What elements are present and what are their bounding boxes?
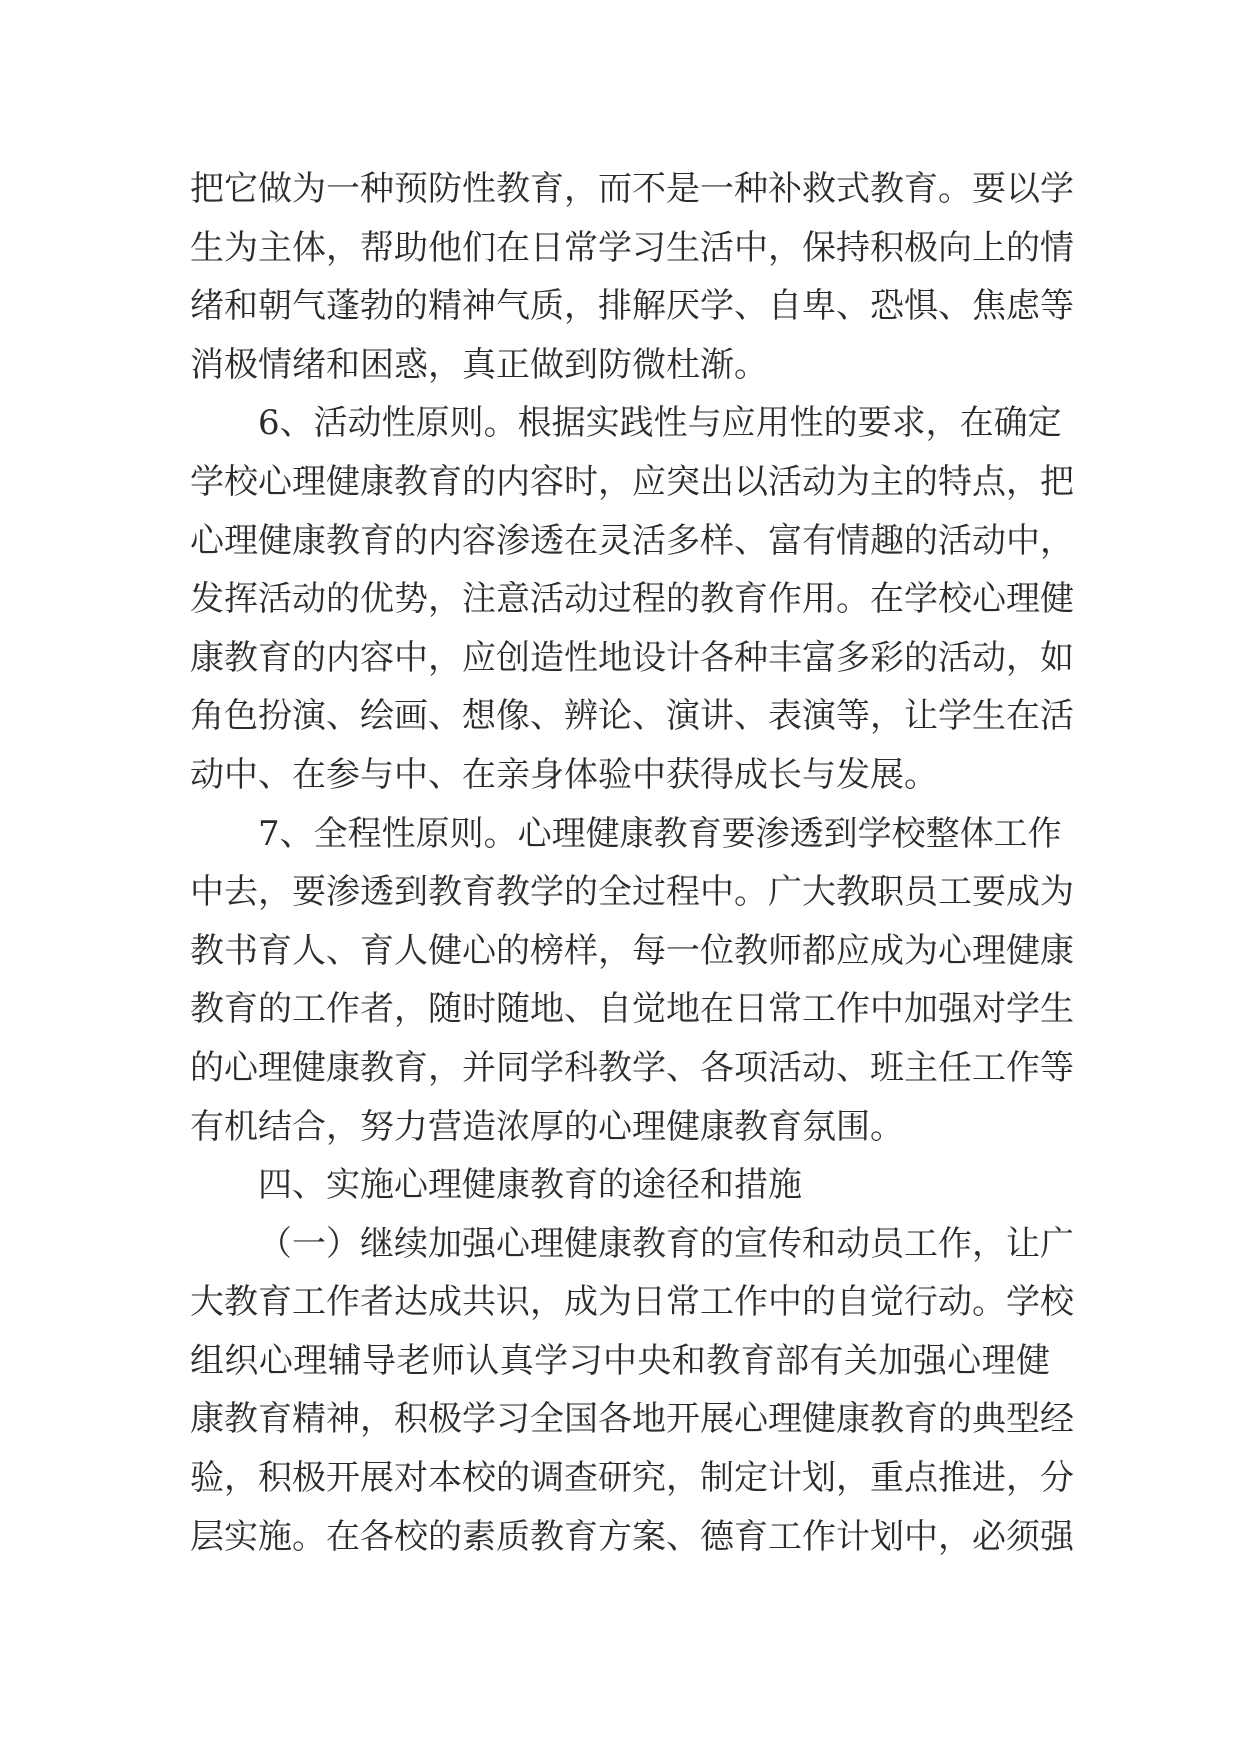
text-line: 中去，要渗透到教育教学的全过程中。广大教职员工要成为 [190,872,1074,913]
text-line: 学校心理健康教育的内容时，应突出以活动为主的特点，把 [190,461,1074,502]
text-line: 康教育精神，积极学习全国各地开展心理健康教育的典型经 [190,1399,1074,1440]
text-line: 把它做为一种预防性教育，而不是一种补救式教育。要以学 [190,169,1074,209]
paragraph-publicity [190,1215,1074,1567]
text-line: 大教育工作者达成共识，成为日常工作中的自觉行动。学校 [190,1282,1074,1323]
text-line: （一）继续加强心理健康教育的宣传和动员工作，让广 [258,1223,1074,1264]
text-line: 层实施。在各校的素质教育方案、德育工作计划中，必须强 [190,1516,1074,1557]
text-line: 验，积极开展对本校的调查研究，制定计划，重点推进，分 [190,1458,1074,1499]
paragraph-whole-process-principle [190,805,1074,1157]
text-line: 有机结合，努力营造浓厚的心理健康教育氛围。 [190,1106,904,1147]
section-heading [190,1156,1050,1215]
text-line: 发挥活动的优势，注意活动过程的教育作用。在学校心理健 [190,579,1074,620]
text-line: 绪和朝气蓬勃的精神气质，排解厌学、自卑、恐惧、焦虑等 [190,286,1074,327]
text-line: 心理健康教育的内容渗透在灵活多样、富有情趣的活动中， [190,520,1074,561]
text-line: 7、全程性原则。心理健康教育要渗透到学校整体工作 [258,813,1062,854]
text-line: 教育的工作者，随时随地、自觉地在日常工作中加强对学生 [190,989,1074,1030]
paragraph-activity-principle [190,394,1074,804]
text-line: 6、活动性原则。根据实践性与应用性的要求，在确定 [258,403,1062,444]
text-line: 的心理健康教育，并同学科教学、各项活动、班主任工作等 [190,1047,1074,1088]
text-line: 动中、在参与中、在亲身体验中获得成长与发展。 [190,754,938,795]
text-line: 康教育的内容中，应创造性地设计各种丰富多彩的活动，如 [190,637,1074,678]
text-line: 教书育人、育人健心的榜样，每一位教师都应成为心理健康 [190,930,1074,971]
heading-line: 四、实施心理健康教育的途径和措施 [258,1165,802,1206]
text-line: 消极情绪和困惑，真正做到防微杜渐。 [190,344,768,385]
text-line: 角色扮演、绘画、想像、辨论、演讲、表演等，让学生在活 [190,696,1074,737]
text-line: 生为主体，帮助他们在日常学习生活中，保持积极向上的情 [190,227,1074,268]
paragraph-continued [190,160,1074,394]
text-line: 组织心理辅导老师认真学习中央和教育部有关加强心理健 [190,1340,1050,1381]
document-body [190,160,1074,1566]
